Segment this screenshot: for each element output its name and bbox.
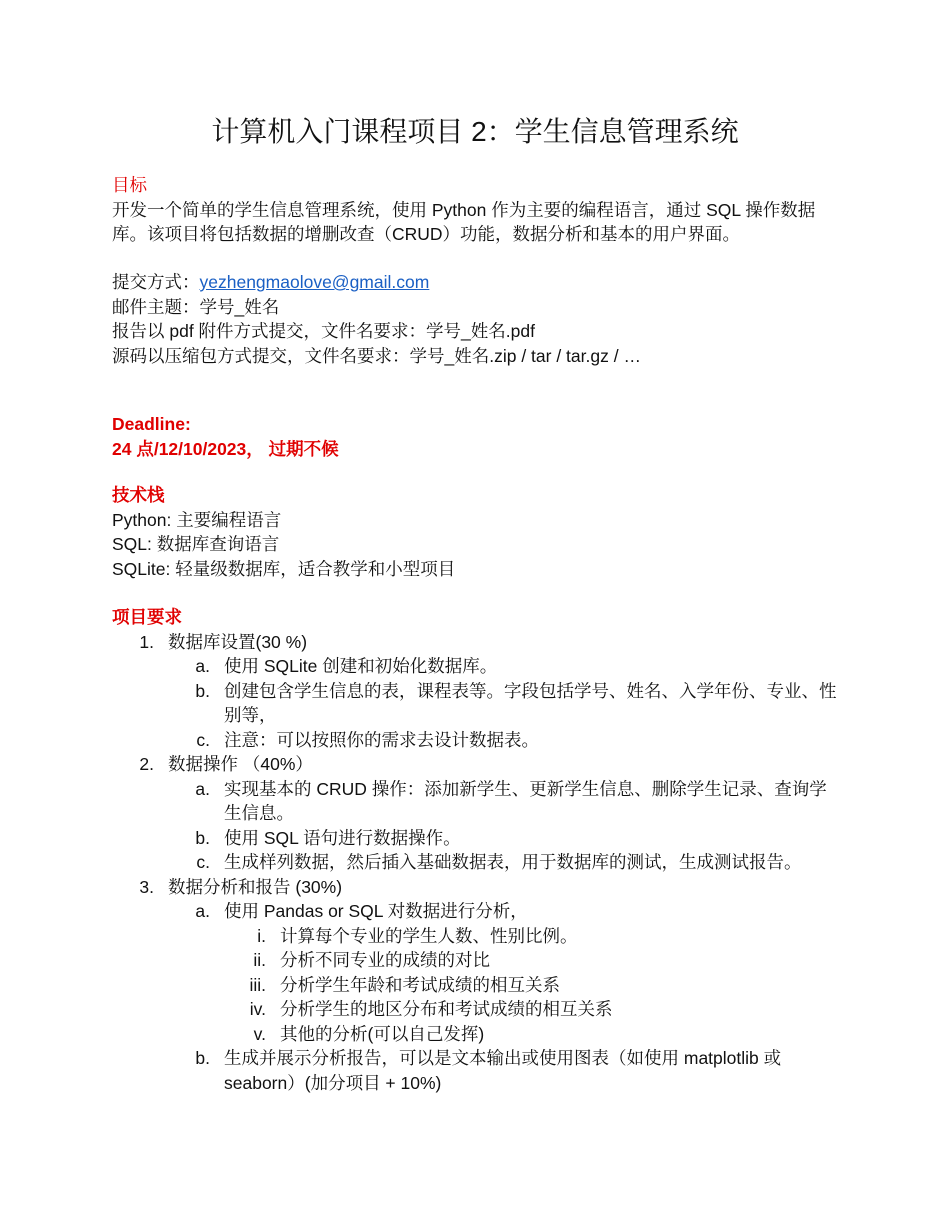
list-number: iii.	[249, 974, 266, 995]
analysis-item	[112, 973, 842, 998]
submission-source: 源码以压缩包方式提交，文件名要求：学号_姓名.zip / tar / tar.gz / …	[112, 345, 641, 366]
list-number: c.	[196, 729, 210, 750]
analysis-text: 分析不同专业的成绩的对比	[280, 950, 490, 970]
sub-requirement-text: 生成并展示分析报告，可以是文本输出或使用图表（如使用 matplotlib 或seaborn）(加分项目 + 10%)	[224, 1048, 782, 1093]
analysis-item	[112, 997, 842, 1022]
sub-requirement-item	[112, 850, 842, 875]
sub-requirement-text: 实现基本的 CRUD 操作：添加新学生、更新学生信息、删除学生记录、查询学生信息。	[224, 778, 827, 823]
submission-section	[112, 270, 842, 368]
requirement-text: 数据操作 （40%）	[168, 754, 313, 774]
list-number: b.	[195, 1048, 210, 1068]
goal-text: 开发一个简单的学生信息管理系统，使用 Python 作为主要的编程语言，通过 SQL 操作数据库。该项目将包括数据的增删改查（CRUD）功能，数据分析和基本的用户界面。	[112, 199, 816, 244]
requirement-text: 数据库设置(30 %)	[168, 631, 308, 652]
submission-report: 报告以 pdf 附件方式提交，文件名要求：学号_姓名.pdf	[112, 321, 535, 341]
analysis-text: 分析学生年龄和考试成绩的相互关系	[280, 974, 560, 995]
requirements-heading: 项目要求	[112, 607, 182, 627]
sub-requirement-item	[112, 679, 842, 728]
email-link[interactable]: yezhengmaolove@gmail.com	[199, 272, 430, 292]
requirement-text: 数据分析和报告 (30%)	[168, 876, 343, 897]
deadline-value: 24 点/12/10/2023， 过期不候	[112, 438, 339, 459]
requirements-list	[112, 630, 842, 1096]
submission-method	[112, 270, 842, 295]
tech-stack-item: SQLite: 轻量级数据库，适合教学和小型项目	[112, 558, 456, 579]
list-number: a.	[195, 656, 210, 676]
tech-stack-item: SQL: 数据库查询语言	[112, 534, 280, 554]
requirement-item	[112, 875, 842, 900]
sub-requirement-item	[112, 826, 842, 851]
sub-requirement-text: 使用 SQLite 创建和初始化数据库。	[224, 656, 498, 676]
analysis-text: 分析学生的地区分布和考试成绩的相互关系	[280, 999, 613, 1019]
list-number: i.	[257, 925, 266, 946]
tech-stack-section	[112, 483, 842, 581]
list-number: c.	[196, 852, 210, 872]
goal-section	[112, 173, 842, 247]
analysis-item	[112, 948, 842, 973]
goal-heading: 目标	[112, 175, 147, 195]
list-number: ii.	[253, 950, 266, 970]
list-number: 1.	[139, 631, 154, 652]
sub-requirement-text: 生成样列数据，然后插入基础数据表，用于数据库的测试，生成测试报告。	[224, 852, 802, 872]
sub-requirement-text: 注意：可以按照你的需求去设计数据表。	[224, 729, 539, 750]
list-number: 3.	[139, 876, 154, 897]
list-number: v.	[253, 1023, 266, 1044]
page-title: 计算机入门课程项目 2：学生信息管理系统	[211, 116, 739, 147]
requirements-section	[112, 605, 842, 1095]
sub-requirement-item	[112, 654, 842, 679]
list-number: a.	[195, 901, 210, 921]
analysis-item	[112, 1022, 842, 1047]
deadline-label: Deadline:	[112, 414, 191, 434]
list-number: b.	[195, 680, 210, 701]
list-number: 2.	[139, 754, 154, 774]
requirement-item	[112, 630, 842, 655]
sub-requirement-item	[112, 1046, 842, 1095]
list-number: b.	[195, 827, 210, 848]
requirement-item	[112, 752, 842, 777]
sub-requirement-text: 使用 Pandas or SQL 对数据进行分析，	[224, 901, 528, 921]
sub-requirement-item	[112, 777, 842, 826]
tech-stack-item: Python: 主要编程语言	[112, 509, 282, 530]
analysis-text: 其他的分析(可以自己发挥)	[280, 1023, 485, 1044]
list-number: a.	[195, 778, 210, 799]
submission-method-label: 提交方式：	[112, 272, 200, 292]
sub-requirement-text: 创建包含学生信息的表，课程表等。字段包括学号、姓名、入学年份、专业、性别等，	[224, 680, 837, 725]
sub-requirement-item	[112, 899, 842, 924]
deadline-section	[112, 412, 842, 461]
list-number: iv.	[249, 999, 266, 1019]
tech-stack-heading: 技术栈	[112, 485, 165, 505]
sub-requirement-text: 使用 SQL 语句进行数据操作。	[224, 827, 461, 848]
sub-requirement-item	[112, 728, 842, 753]
analysis-text: 计算每个专业的学生人数、性别比例。	[280, 925, 578, 946]
submission-subject: 邮件主题：学号_姓名	[112, 296, 280, 317]
analysis-item	[112, 924, 842, 949]
